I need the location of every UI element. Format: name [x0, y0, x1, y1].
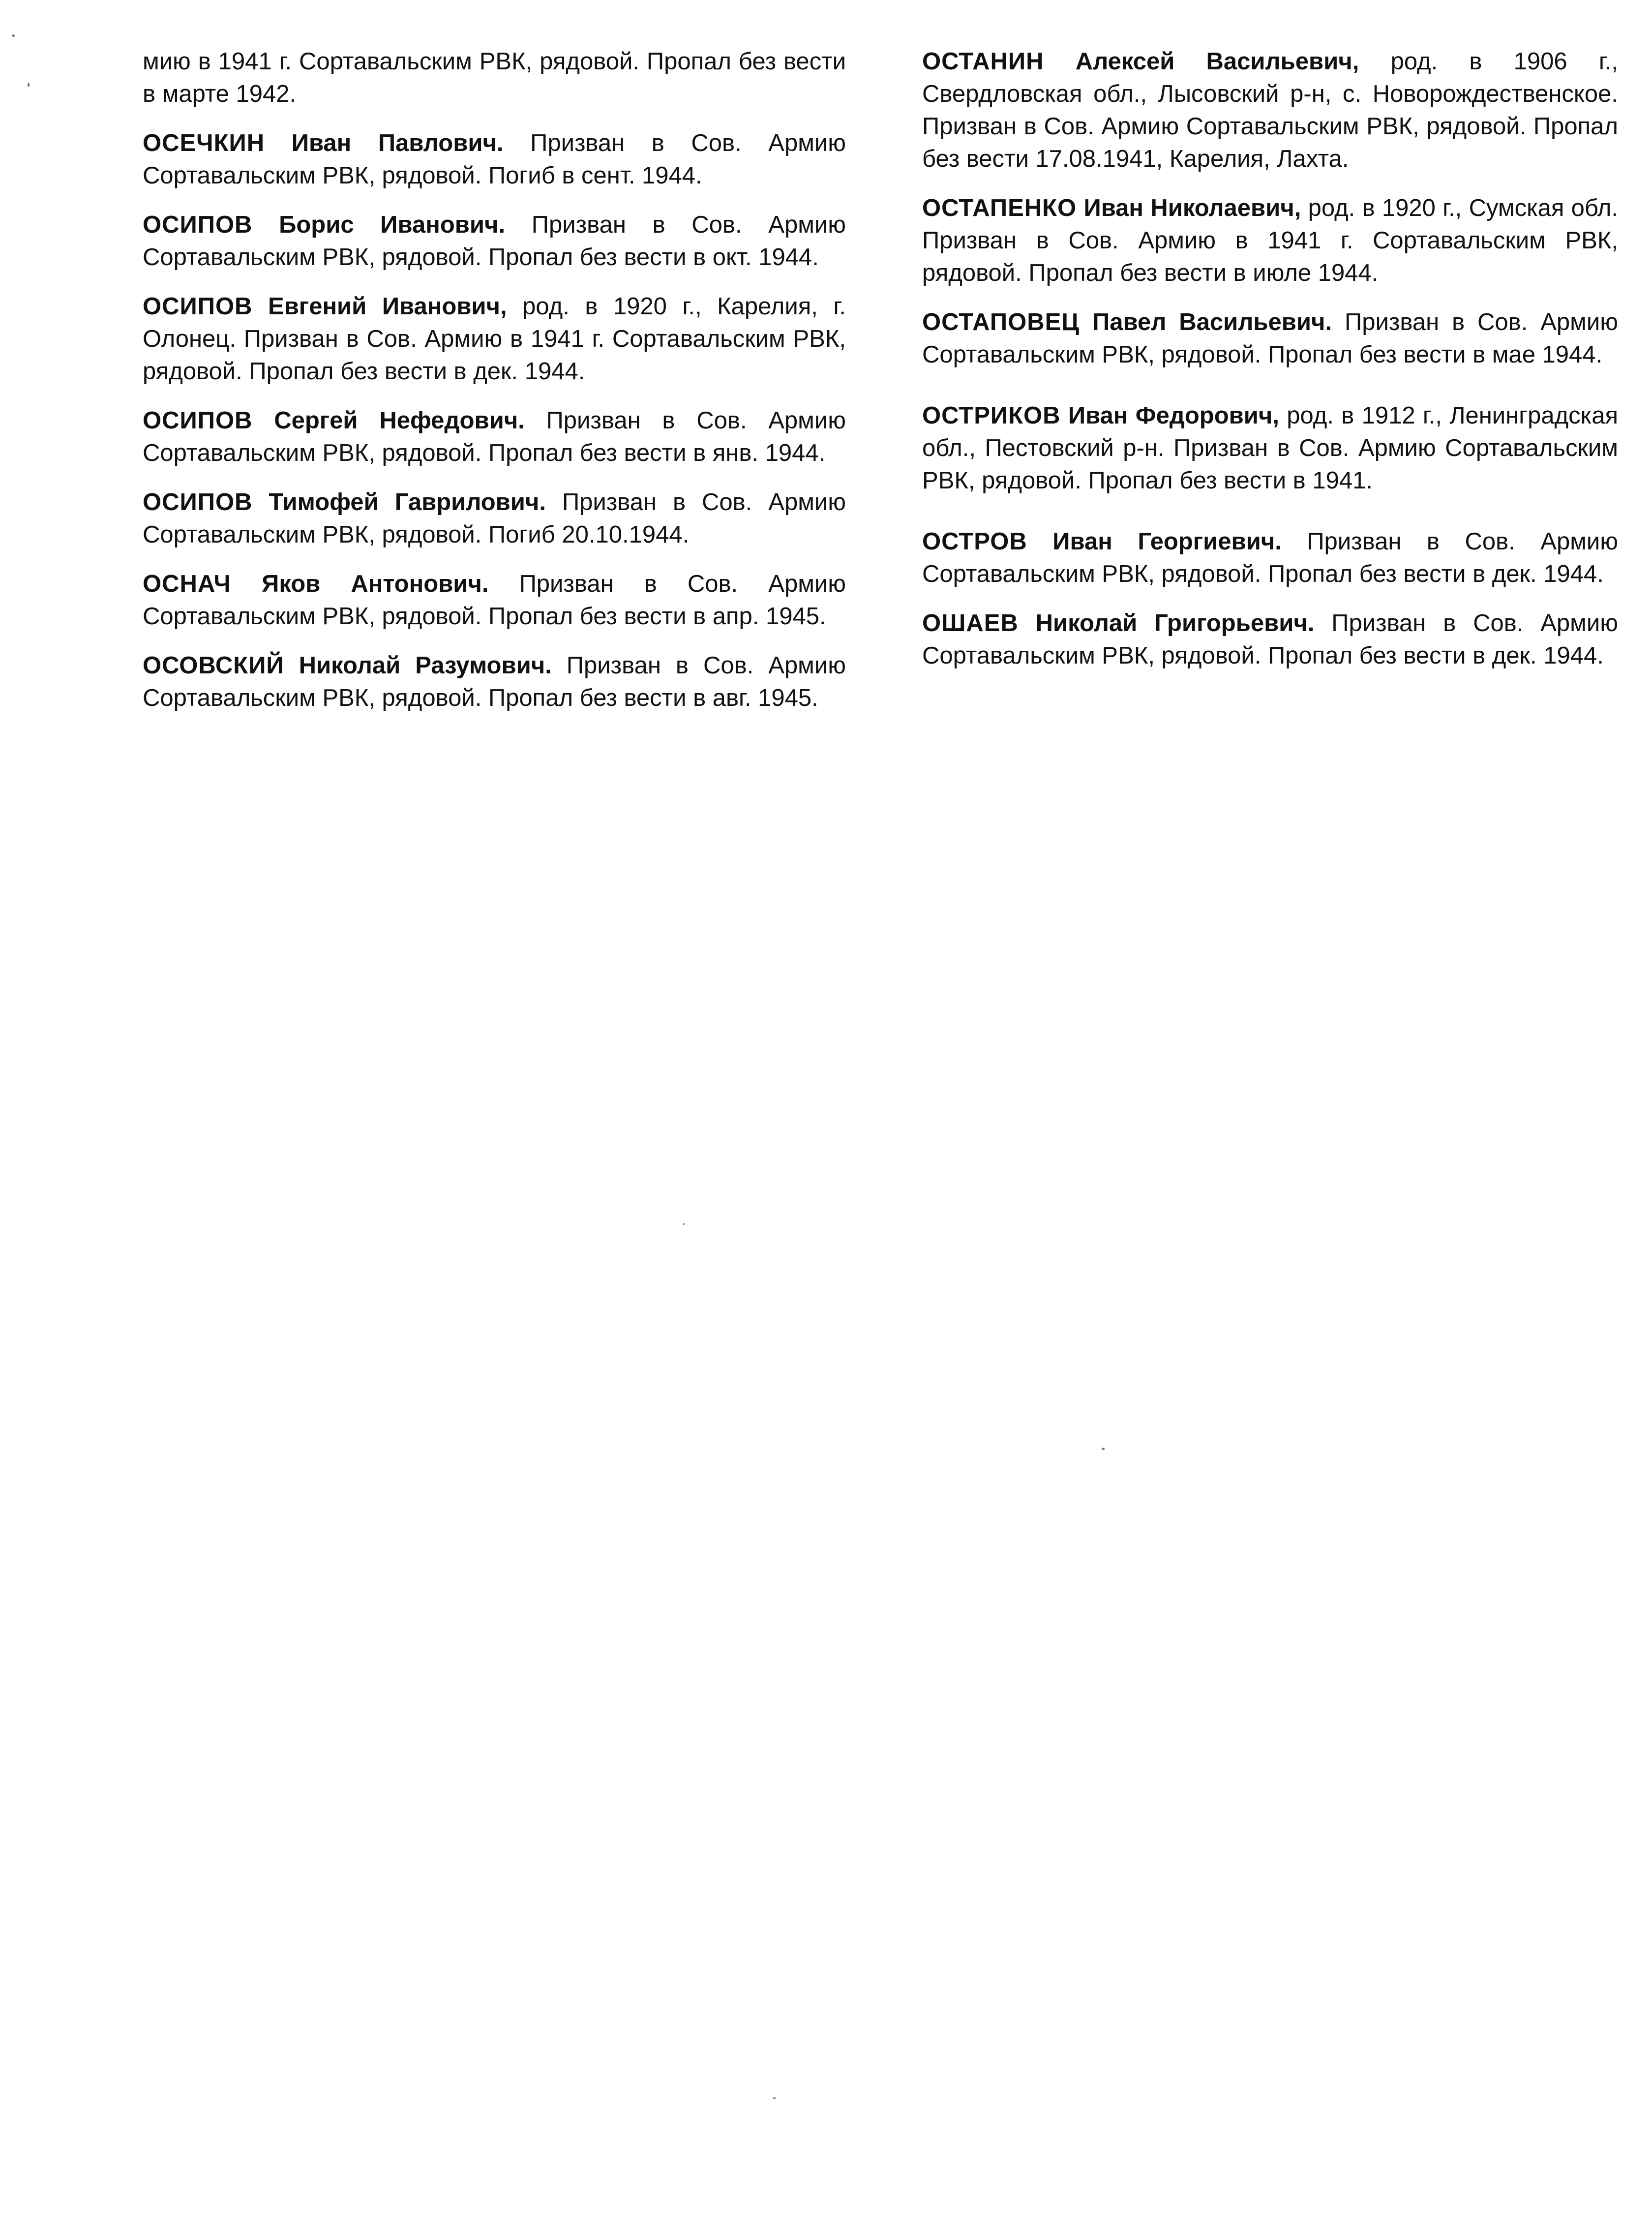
- entry-text: Призван в Сов. Армию Сортавальским РВК, рядовой. Погиб 20.10.1944.: [143, 489, 846, 548]
- entry-ostapovets: [922, 306, 1618, 371]
- entry-ostanin: [922, 45, 1618, 175]
- entry-given-name: Иван Николаевич,: [1083, 195, 1301, 221]
- scan-speck: [28, 83, 30, 87]
- left-column: [143, 45, 846, 731]
- entry-text: Призван в Сов. Армию Сортавальским РВК, рядовой. Пропал без вести в дек. 1944.: [922, 610, 1618, 669]
- entry-text: Призван в Сов. Армию Сортавальским РВК, рядовой. Пропал без вести в дек. 1944.: [922, 528, 1618, 587]
- entry-osovskiy: [143, 649, 846, 714]
- entry-ostrikov: [922, 399, 1618, 497]
- entry-surname: ОСТРИКОВ: [922, 402, 1061, 429]
- entry-given-name: Павел Васильевич.: [1092, 309, 1332, 335]
- entry-text: род. в 1906 г., Свердловская обл., Лысовский р-н, с. Новорождественское. Призван в Сов. Армию Сортавальским РВК, рядовой. Пропал без вести 17.08.1941, Карелия, Лахта.: [922, 48, 1618, 172]
- entry-given-name: Иван Георгиевич.: [1052, 528, 1282, 555]
- entry-given-name: Николай Григорьевич.: [1035, 610, 1315, 637]
- entry-surname: ОСЕЧКИН: [143, 130, 265, 156]
- entry-surname: ОСИПОВ: [143, 212, 253, 238]
- entry-text: род. в 1920 г., Карелия, г. Олонец. Призван в Сов. Армию в 1941 г. Сортавальским РВК, рядовой. Пропал без вести в дек. 1944.: [143, 293, 846, 385]
- entry-osechkin: [143, 127, 846, 192]
- entry-text: Призван в Сов. Армию Сортавальским РВК, рядовой. Пропал без вести в мае 1944.: [922, 309, 1618, 368]
- entry-given-name: Сергей Нефедович.: [274, 407, 525, 434]
- entry-given-name: Иван Федорович,: [1068, 402, 1279, 429]
- entry-text: род. в 1912 г., Ленинградская обл., Пестовский р-н. Призван в Сов. Армию Сортавальским РВК, рядовой. Пропал без вести в 1941.: [922, 402, 1618, 494]
- entry-surname: ОСТАПОВЕЦ: [922, 309, 1080, 335]
- entry-osipov-sergey: [143, 404, 846, 469]
- entry-osipov-evgeniy: [143, 290, 846, 388]
- entry-given-name: Евгений Иванович,: [268, 293, 507, 320]
- entry-osipov-boris: [143, 209, 846, 273]
- entry-surname: ОСНАЧ: [143, 571, 231, 597]
- scan-speck: [773, 2097, 776, 2099]
- scan-speck: [683, 1223, 685, 1225]
- continuation-paragraph: мию в 1941 г. Сортавальским РВК, рядовой. Пропал без вести в марте 1942.: [143, 48, 846, 107]
- entry-surname: ОСИПОВ: [143, 489, 253, 516]
- entry-surname: ОСТАНИН: [922, 48, 1044, 75]
- entry-given-name: Яков Антонович.: [262, 571, 489, 597]
- entry-surname: ОСИПОВ: [143, 407, 253, 434]
- entry-surname: ОСТРОВ: [922, 528, 1027, 555]
- entry-text: Призван в Сов. Армию Сортавальским РВК, рядовой. Пропал без вести в авг. 1945.: [143, 652, 846, 711]
- entry-text: Призван в Сов. Армию Сортавальским РВК, рядовой. Пропал без вести в янв. 1944.: [143, 407, 846, 466]
- entry-surname: ОСТАПЕНКО: [922, 195, 1077, 221]
- entry-text: Призван в Сов. Армию Сортавальским РВК, рядовой. Погиб в сент. 1944.: [143, 130, 846, 189]
- entry-given-name: Борис Иванович.: [279, 212, 506, 238]
- entry-given-name: Иван Павлович.: [291, 130, 504, 156]
- scan-speck: [12, 34, 15, 37]
- right-column: [922, 45, 1618, 689]
- entry-text: Призван в Сов. Армию Сортавальским РВК, рядовой. Пропал без вести в апр. 1945.: [143, 571, 846, 630]
- entry-given-name: Алексей Васильевич,: [1075, 48, 1359, 75]
- entry-text: род. в 1920 г., Сумская обл. Призван в Сов. Армию в 1941 г. Сортавальским РВК, рядовой. Пропал без вести в июле 1944.: [922, 195, 1619, 286]
- entry-oshaev: [922, 607, 1618, 672]
- entry-given-name: Николай Разумович.: [299, 652, 552, 679]
- entry-ostapenko: [922, 192, 1618, 289]
- entry-surname: ОСИПОВ: [143, 293, 253, 320]
- entry-osnach: [143, 568, 846, 633]
- entry-osipov-timofey: [143, 486, 846, 551]
- scan-speck: [1102, 1448, 1105, 1450]
- entry-surname: ОСОВСКИЙ: [143, 652, 284, 679]
- entry-ostrov: [922, 525, 1618, 590]
- entry-surname: ОШАЕВ: [922, 610, 1019, 637]
- entry-given-name: Тимофей Гаврилович.: [269, 489, 546, 516]
- entry-text: Призван в Сов. Армию Сортавальским РВК, рядовой. Пропал без вести в окт. 1944.: [143, 212, 846, 271]
